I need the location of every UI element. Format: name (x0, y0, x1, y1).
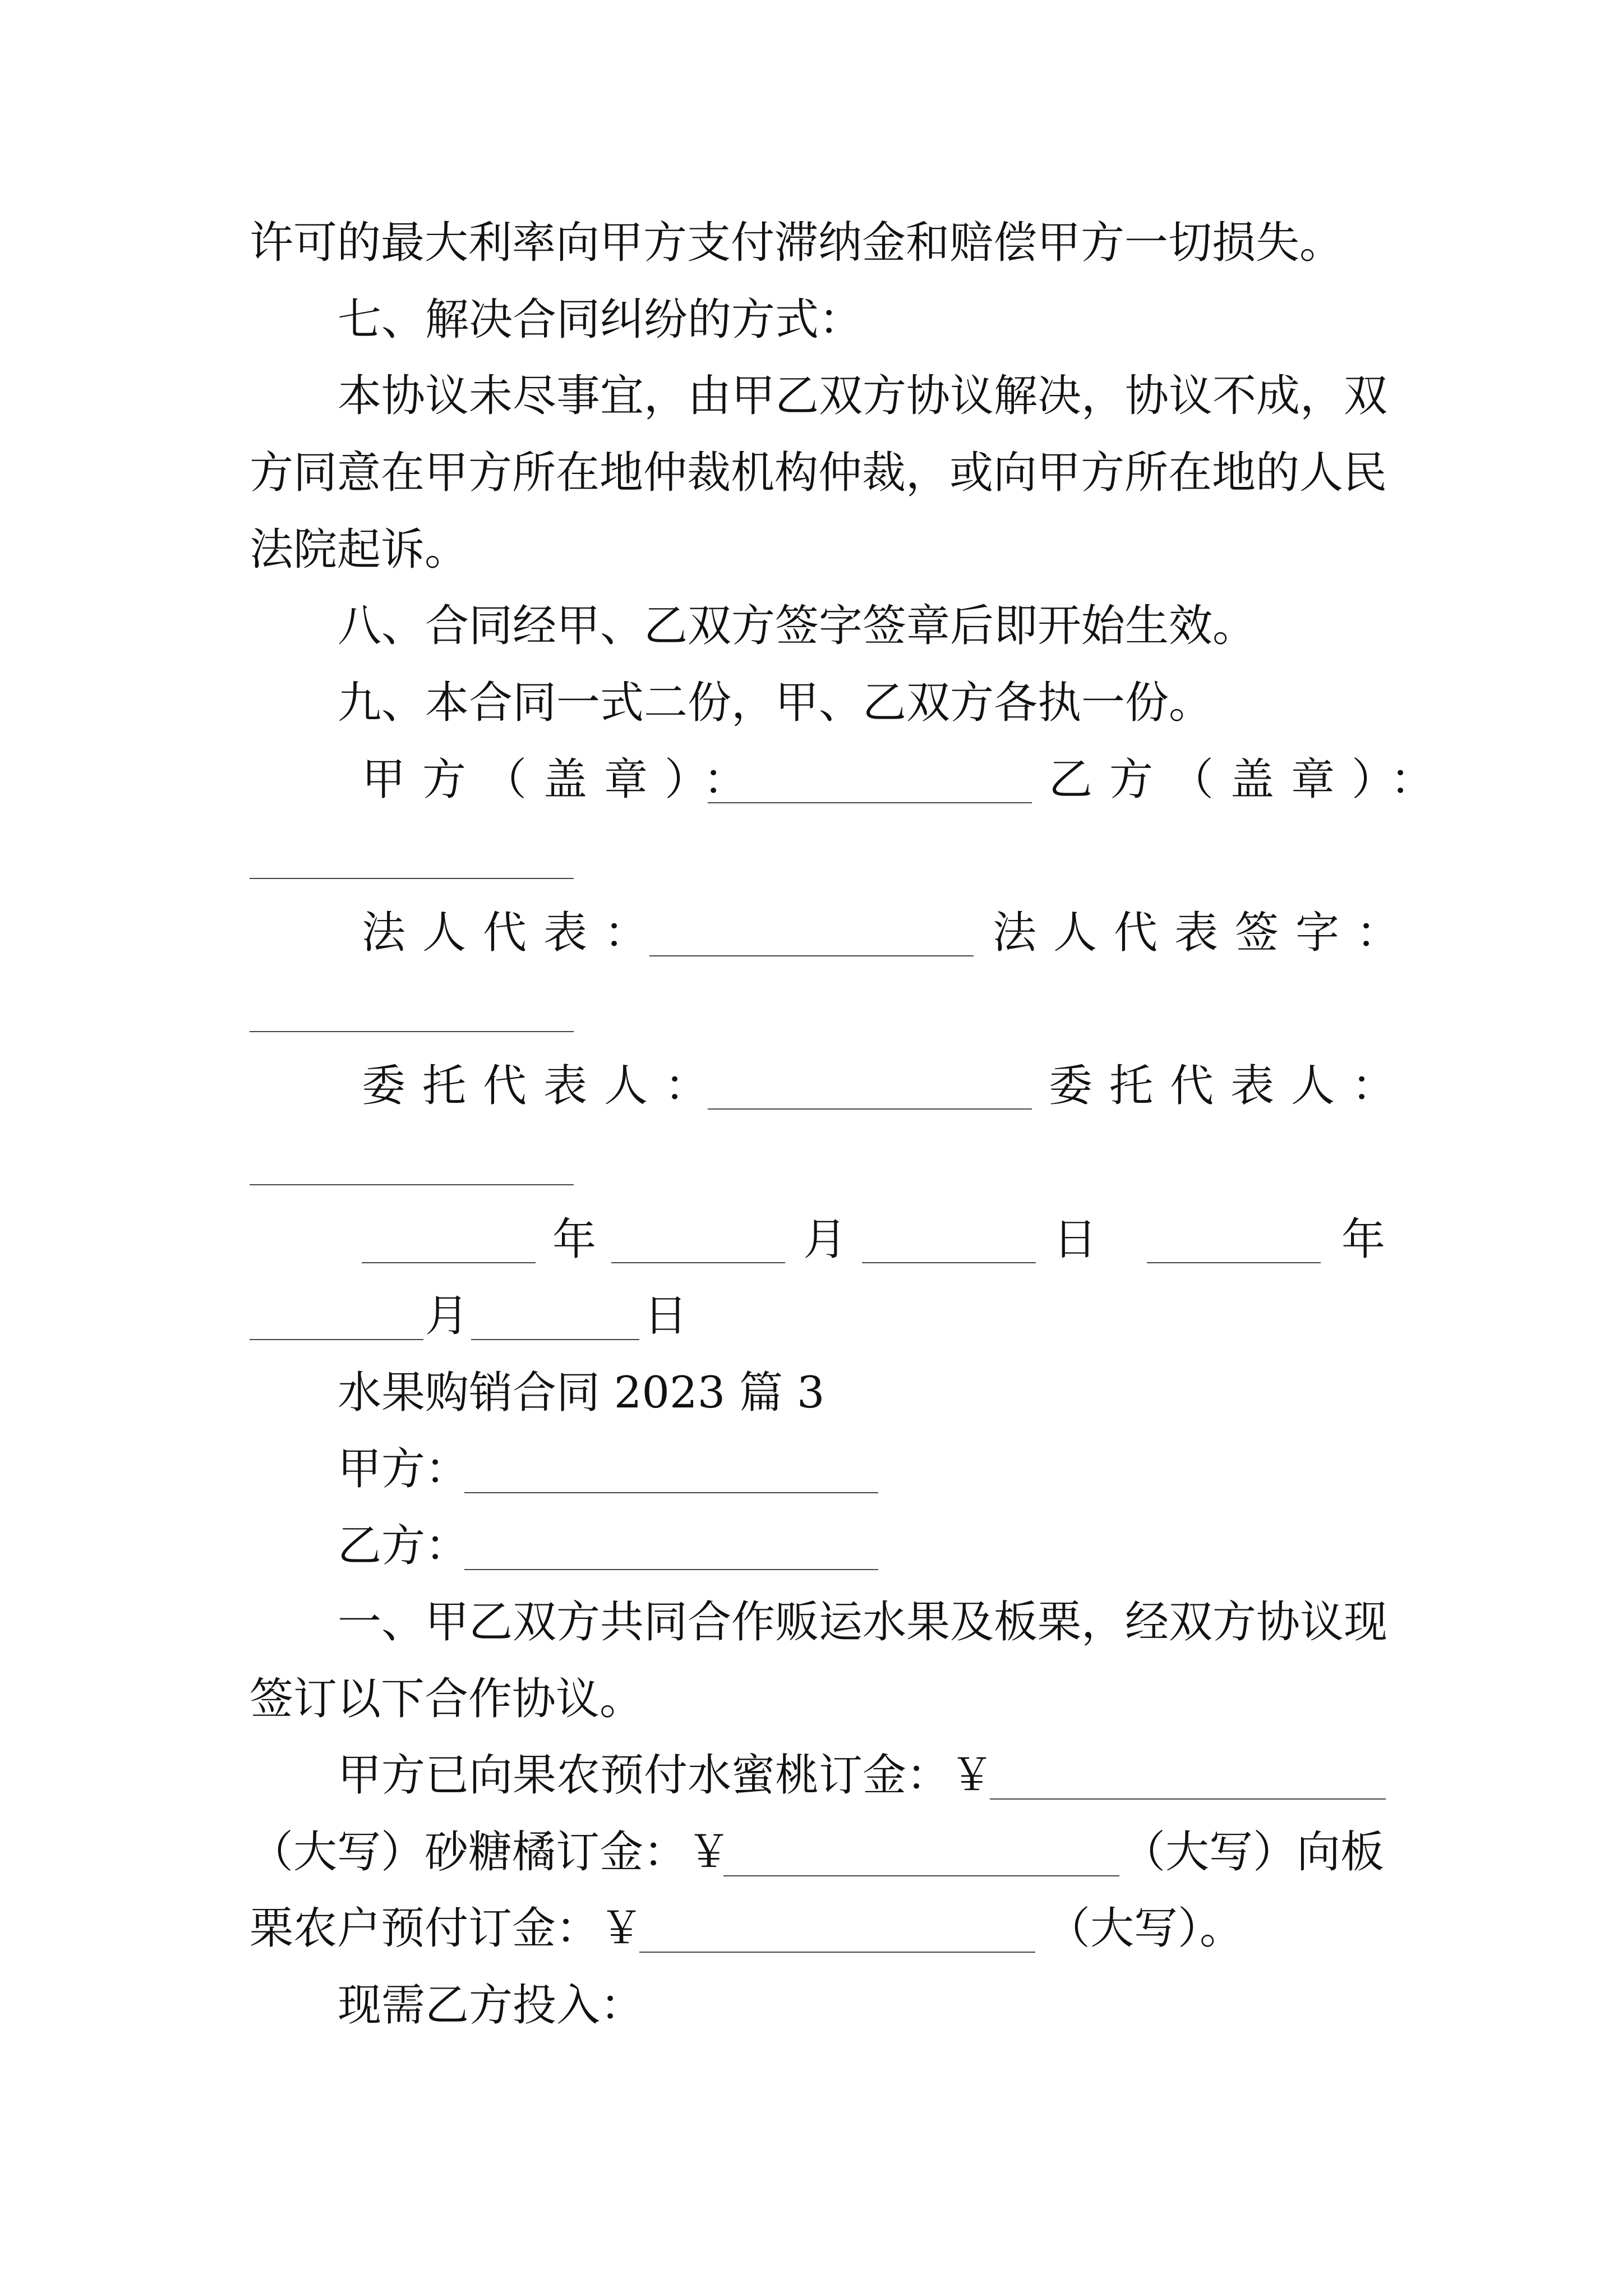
date-b-day-label: 日 (644, 1291, 688, 1341)
agent-a-blank (708, 1108, 1032, 1110)
body-line: 现需乙方投入： (338, 1980, 644, 2031)
clause-line: 九、本合同一式二份，甲、乙双方各执一份。 (338, 678, 1213, 728)
body-line: 签订以下合作协议。 (250, 1674, 644, 1724)
body-line: 本协议未尽事宜，由甲乙双方协议解决，协议不成，双 (338, 371, 1388, 421)
clause-line: 八、合同经甲、乙双方签字签章后即开始生效。 (338, 601, 1257, 651)
date-b-year-label: 年 (1341, 1214, 1386, 1265)
doc3-party-b-label: 乙方： (338, 1521, 469, 1571)
deposit-line: （大写）。 (1046, 1903, 1244, 1954)
date-a-year-blank (362, 1262, 536, 1263)
deposit-orange-blank (723, 1875, 1119, 1876)
date-b-day-blank (471, 1339, 639, 1340)
agent-b-blank (250, 1184, 574, 1185)
date-a-day-blank (862, 1262, 1036, 1263)
deposit-line: （大写）砂糖橘订金：￥ (250, 1827, 731, 1878)
deposit-chestnut-blank (639, 1952, 1035, 1953)
legal-rep-signature-label: 法人代表签字： (993, 908, 1417, 958)
party-a-seal-blank (708, 802, 1032, 803)
body-line: 许可的最大利率向甲方支付滞纳金和赔偿甲方一切损失。 (250, 218, 1344, 268)
body-line: 法院起诉。 (250, 524, 469, 575)
date-a-month-blank (611, 1262, 785, 1263)
date-b-month-label: 月 (425, 1291, 469, 1341)
date-a-month-label: 月 (803, 1214, 847, 1265)
legal-rep-signature-blank (250, 1031, 574, 1032)
party-a-seal-label: 甲方（盖章）： (362, 754, 764, 805)
deposit-line: （大写）向板 (1122, 1827, 1385, 1878)
doc3-party-a-blank (464, 1492, 878, 1493)
party-b-seal-label: 乙方（盖章）： (1049, 754, 1451, 805)
deposit-peach-blank (990, 1798, 1386, 1800)
body-line: 一、甲乙双方共同合作贩运水果及板栗，经双方协议现 (338, 1597, 1388, 1648)
legal-rep-label: 法人代表： (362, 908, 665, 958)
doc3-party-b-blank (464, 1569, 878, 1570)
date-a-year-label: 年 (552, 1214, 597, 1265)
date-b-year-blank (1147, 1262, 1321, 1263)
date-b-month-blank (250, 1339, 423, 1340)
date-a-day-label: 日 (1053, 1214, 1098, 1265)
agent-a-label: 委托代表人： (362, 1061, 726, 1111)
doc3-party-a-label: 甲方： (338, 1444, 469, 1494)
agent-b-label: 委托代表人： (1049, 1061, 1413, 1111)
doc-title: 水果购销合同 2023 篇 3 (338, 1368, 825, 1418)
legal-rep-blank (649, 955, 974, 956)
body-line: 方同意在甲方所在地仲裁机构仲裁，或向甲方所在地的人民 (250, 448, 1387, 498)
deposit-line: 栗农户预付订金：￥ (250, 1903, 644, 1954)
party-b-seal-blank (250, 878, 574, 879)
section-heading: 七、解决合同纠纷的方式： (338, 295, 863, 345)
deposit-line: 甲方已向果农预付水蜜桃订金：￥ (338, 1750, 994, 1801)
